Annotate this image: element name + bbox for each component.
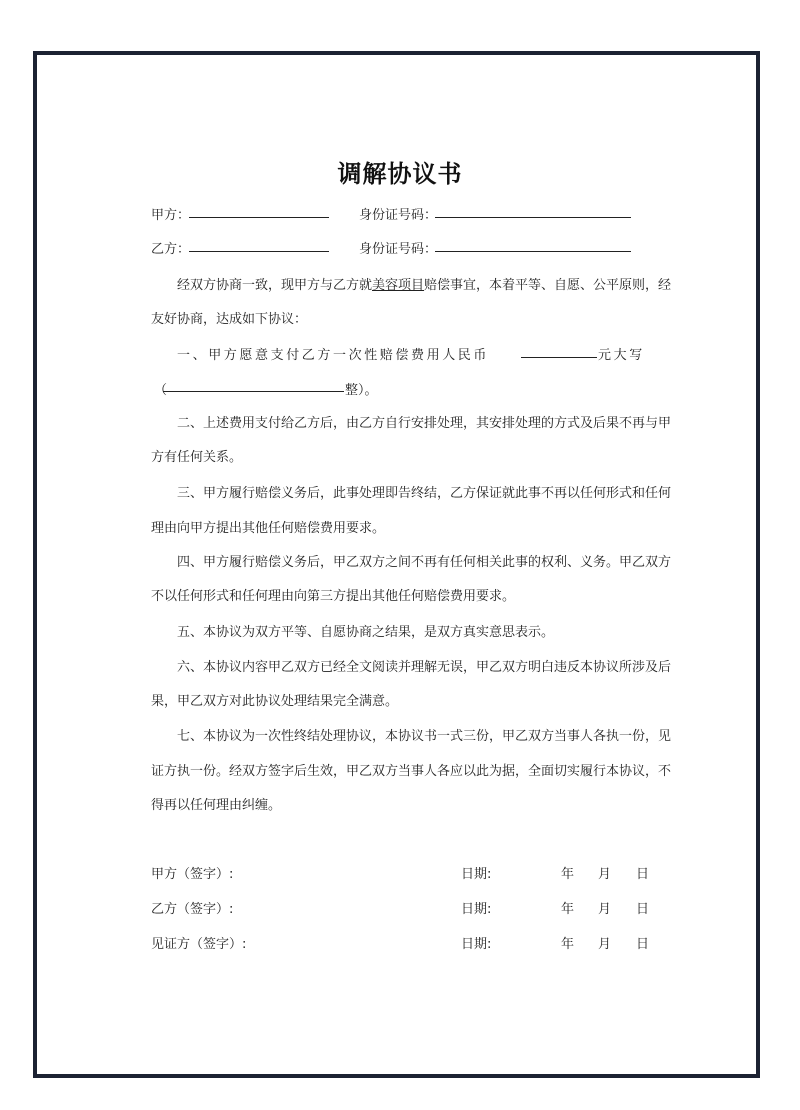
clause-3-line-1: 三、甲方履行赔偿义务后，此事处理即告终结，乙方保证就此事不再以任何形式和任何 [177, 486, 672, 501]
party-a-label: 甲方： [151, 208, 191, 223]
signature-party-a-year: 年 [561, 867, 575, 882]
intro-text-a: 经双方协商一致，现甲方与乙方就 [177, 278, 373, 293]
signature-party-a-day: 日 [636, 867, 650, 882]
signature-party-a-label: 甲方（签字）: [151, 867, 234, 882]
document-title: 调解协议书 [337, 160, 463, 188]
party-b-name-blank [189, 251, 329, 252]
signature-witness-day: 日 [636, 937, 650, 952]
clause-2-line-2: 方有任何关系。 [151, 450, 243, 465]
party-b-id-label: 身份证号码： [359, 242, 438, 257]
intro-line-2: 友好协商，达成如下协议： [151, 312, 308, 327]
signature-witness-label: 见证方（签字）: [151, 937, 247, 952]
clause-6-line-2: 果，甲乙双方对此协议处理结果完全满意。 [151, 694, 399, 709]
party-a-id-label: 身份证号码： [359, 208, 438, 223]
intro-line-1 [177, 274, 671, 293]
clause-1-text-b: 元大写 [598, 348, 645, 363]
signature-party-b-month: 月 [598, 902, 612, 917]
clause-1-line-1: 一、甲方愿意支付乙方一次性赔偿费用人民币 [177, 348, 490, 363]
signature-party-b-day: 日 [636, 902, 650, 917]
clause-3-line-2: 理由向甲方提出其他任何赔偿费用要求。 [151, 521, 386, 536]
signature-witness-month: 月 [598, 937, 612, 952]
clause-1-paren-close: 整）。 [345, 383, 378, 398]
clause-6-line-1: 六、本协议内容甲乙双方已经全文阅读并理解无误，甲乙双方明白违反本协议所涉及后 [177, 660, 672, 675]
signature-witness-date-label: 日期: [461, 937, 492, 952]
signature-party-b-year: 年 [561, 902, 575, 917]
clause-4-line-1: 四、甲方履行赔偿义务后，甲乙双方之间不再有任何相关此事的权利、义务。甲乙双方 [177, 555, 672, 570]
clause-7-line-3: 得再以任何理由纠缠。 [151, 798, 282, 813]
clause-1-paren-open: （ [154, 383, 168, 398]
clause-2-line-1: 二、上述费用支付给乙方后，由乙方自行安排处理，其安排处理的方式及后果不再与甲 [177, 416, 672, 431]
signature-witness-year: 年 [561, 937, 575, 952]
clause-7-line-2: 证方执一份。经双方签字后生效，甲乙双方当事人各应以此为据，全面切实履行本协议，不 [151, 764, 672, 779]
clause-4-line-2: 不以任何形式和任何理由向第三方提出其他任何赔偿费用要求。 [151, 589, 516, 604]
signature-party-b-label: 乙方（签字）: [151, 902, 234, 917]
clause-7-line-1: 七、本协议为一次性终结处理协议，本协议书一式三份，甲乙双方当事人各执一份，见 [177, 729, 672, 744]
signature-party-a-date-label: 日期: [461, 867, 492, 882]
party-b-id-blank [435, 251, 631, 252]
clause-1-amount-blank [521, 357, 597, 358]
clause-1-uppercase-blank [163, 391, 344, 392]
signature-party-b-date-label: 日期: [461, 902, 492, 917]
signature-party-a-month: 月 [598, 867, 612, 882]
intro-project-text: 美容项目 [372, 278, 425, 293]
party-b-label: 乙方： [151, 242, 191, 257]
intro-text-c: 赔偿事宜，本着平等、自愿、公平原则，经 [424, 278, 672, 293]
clause-5-line-1: 五、本协议为双方平等、自愿协商之结果，是双方真实意思表示。 [177, 625, 555, 640]
party-a-id-blank [435, 217, 631, 218]
party-a-name-blank [189, 217, 329, 218]
